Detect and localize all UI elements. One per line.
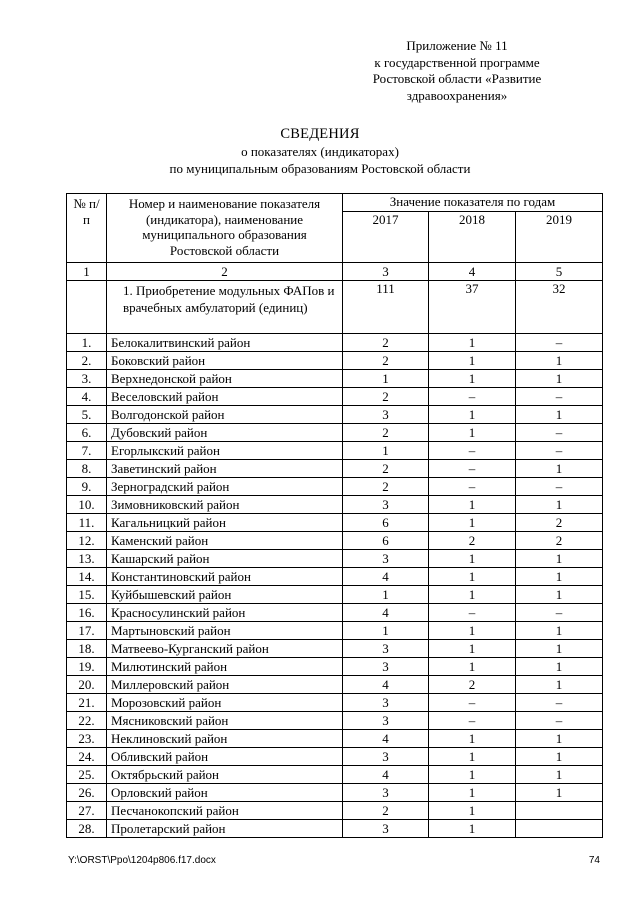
row-value-2018: – — [429, 712, 516, 730]
row-value-2018: – — [429, 604, 516, 622]
row-value-2018: – — [429, 388, 516, 406]
row-district-name: Егорлыкский район — [107, 442, 343, 460]
row-value-2017: 1 — [343, 370, 429, 388]
row-district-name: Кашарский район — [107, 550, 343, 568]
table-row — [67, 676, 603, 694]
row-district-name: Красносулинский район — [107, 604, 343, 622]
row-district-name: Обливский район — [107, 748, 343, 766]
column-number: 3 — [343, 263, 429, 281]
table-row — [67, 604, 603, 622]
row-value-2017: 3 — [343, 658, 429, 676]
column-number: 5 — [516, 263, 603, 281]
row-value-2017: 2 — [343, 334, 429, 352]
table-row — [67, 622, 603, 640]
row-number: 7. — [67, 442, 107, 460]
row-value-2019 — [516, 820, 603, 838]
appendix-line-3: Ростовской области «Развитие — [372, 71, 542, 86]
row-value-2018: 1 — [429, 730, 516, 748]
table-row — [67, 640, 603, 658]
table-row — [67, 478, 603, 496]
row-district-name: Белокалитвинский район — [107, 334, 343, 352]
row-district-name: Милютинский район — [107, 658, 343, 676]
footer-page-number: 74 — [588, 855, 600, 866]
row-value-2019: 1 — [516, 568, 603, 586]
row-number: 14. — [67, 568, 107, 586]
group-value-2019: 32 — [516, 281, 603, 334]
table-row — [67, 532, 603, 550]
row-value-2019: 1 — [516, 550, 603, 568]
row-number: 3. — [67, 370, 107, 388]
row-value-2017: 4 — [343, 568, 429, 586]
row-number: 22. — [67, 712, 107, 730]
row-value-2019: 1 — [516, 640, 603, 658]
row-value-2019: 1 — [516, 784, 603, 802]
group-name: 1. Приобретение модульных ФАПов и врачебных амбулаторий (единиц) — [107, 281, 343, 334]
row-value-2017: 3 — [343, 748, 429, 766]
row-district-name: Орловский район — [107, 784, 343, 802]
row-number: 25. — [67, 766, 107, 784]
row-district-name: Матвеево-Курганский район — [107, 640, 343, 658]
row-value-2017: 4 — [343, 676, 429, 694]
row-value-2018: – — [429, 478, 516, 496]
row-value-2019: – — [516, 334, 603, 352]
header-year-2017: 2017 — [343, 212, 429, 263]
row-value-2019: 1 — [516, 370, 603, 388]
table-row — [67, 442, 603, 460]
row-value-2019: 1 — [516, 748, 603, 766]
group-value-2017: 111 — [343, 281, 429, 334]
table-header-row — [67, 194, 603, 212]
row-number: 24. — [67, 748, 107, 766]
row-value-2017: 2 — [343, 352, 429, 370]
table-row — [67, 334, 603, 352]
row-value-2019: – — [516, 442, 603, 460]
table-row — [67, 568, 603, 586]
row-number: 10. — [67, 496, 107, 514]
appendix-block — [357, 38, 557, 104]
row-value-2019: 2 — [516, 514, 603, 532]
table-row — [67, 370, 603, 388]
row-value-2018: 1 — [429, 586, 516, 604]
row-value-2017: 3 — [343, 694, 429, 712]
row-value-2018: 1 — [429, 568, 516, 586]
row-district-name: Кагальницкий район — [107, 514, 343, 532]
column-number: 2 — [107, 263, 343, 281]
table-row — [67, 694, 603, 712]
row-value-2018: 2 — [429, 676, 516, 694]
row-value-2019: 1 — [516, 766, 603, 784]
row-value-2017: 2 — [343, 424, 429, 442]
document-subtitle-2: по муниципальным образованиям Ростовской области — [169, 161, 471, 176]
column-numbers-row — [67, 263, 603, 281]
row-value-2018: – — [429, 460, 516, 478]
row-value-2019: 1 — [516, 622, 603, 640]
row-number: 28. — [67, 820, 107, 838]
row-number: 13. — [67, 550, 107, 568]
row-district-name: Боковский район — [107, 352, 343, 370]
table-row — [67, 514, 603, 532]
table-row — [67, 424, 603, 442]
row-value-2018: 1 — [429, 424, 516, 442]
row-value-2017: 2 — [343, 388, 429, 406]
table-row — [67, 802, 603, 820]
row-district-name: Заветинский район — [107, 460, 343, 478]
header-year-2019: 2019 — [516, 212, 603, 263]
header-name: Номер и наименование показателя (индикатора), наименование муниципального образования Ростовской области — [107, 194, 343, 263]
header-num: № п/п — [67, 194, 107, 263]
row-value-2018: 1 — [429, 820, 516, 838]
row-value-2019: 2 — [516, 532, 603, 550]
row-value-2017: 1 — [343, 586, 429, 604]
row-number: 26. — [67, 784, 107, 802]
row-value-2019: 1 — [516, 658, 603, 676]
row-value-2017: 6 — [343, 514, 429, 532]
row-value-2018: 1 — [429, 640, 516, 658]
row-number: 23. — [67, 730, 107, 748]
row-value-2017: 3 — [343, 820, 429, 838]
row-district-name: Морозовский район — [107, 694, 343, 712]
row-district-name: Волгодонской район — [107, 406, 343, 424]
table-row — [67, 730, 603, 748]
row-value-2017: 3 — [343, 496, 429, 514]
row-value-2019: 1 — [516, 352, 603, 370]
appendix-line-4: здравоохранения» — [406, 87, 508, 103]
row-value-2017: 3 — [343, 406, 429, 424]
row-district-name: Константиновский район — [107, 568, 343, 586]
row-value-2018: – — [429, 442, 516, 460]
row-value-2019: 1 — [516, 730, 603, 748]
table-row — [67, 820, 603, 838]
row-district-name: Каменский район — [107, 532, 343, 550]
row-number: 12. — [67, 532, 107, 550]
row-district-name: Зимовниковский район — [107, 496, 343, 514]
row-number: 1. — [67, 334, 107, 352]
row-number: 8. — [67, 460, 107, 478]
row-district-name: Октябрьский район — [107, 766, 343, 784]
row-district-name: Пролетарский район — [107, 820, 343, 838]
row-value-2019: – — [516, 424, 603, 442]
row-district-name: Песчанокопский район — [107, 802, 343, 820]
row-number: 4. — [67, 388, 107, 406]
row-value-2018: 1 — [429, 352, 516, 370]
row-number: 20. — [67, 676, 107, 694]
table-row — [67, 586, 603, 604]
row-number: 17. — [67, 622, 107, 640]
row-number: 2. — [67, 352, 107, 370]
row-district-name: Неклиновский район — [107, 730, 343, 748]
row-value-2019: 1 — [516, 496, 603, 514]
row-value-2019: – — [516, 388, 603, 406]
row-value-2019: – — [516, 604, 603, 622]
footer-file-path: Y:\ORST\Ppo\1204p806.f17.docx — [68, 855, 216, 866]
row-value-2019: 1 — [516, 676, 603, 694]
row-district-name: Верхнедонской район — [107, 370, 343, 388]
row-value-2018: 1 — [429, 784, 516, 802]
table-row — [67, 712, 603, 730]
row-value-2018: 1 — [429, 496, 516, 514]
table-row — [67, 496, 603, 514]
row-number: 19. — [67, 658, 107, 676]
row-value-2017: 4 — [343, 730, 429, 748]
table-row — [67, 784, 603, 802]
row-district-name: Миллеровский район — [107, 676, 343, 694]
row-value-2017: 3 — [343, 784, 429, 802]
row-value-2019: 1 — [516, 406, 603, 424]
row-district-name: Зерноградский район — [107, 478, 343, 496]
row-number: 9. — [67, 478, 107, 496]
table-row — [67, 748, 603, 766]
indicators-table — [66, 193, 603, 838]
row-value-2017: 2 — [343, 802, 429, 820]
row-number: 5. — [67, 406, 107, 424]
row-value-2018: 1 — [429, 766, 516, 784]
row-number: 16. — [67, 604, 107, 622]
column-number: 1 — [67, 263, 107, 281]
table-row — [67, 550, 603, 568]
row-value-2017: 6 — [343, 532, 429, 550]
row-value-2019: 1 — [516, 460, 603, 478]
row-value-2018: 1 — [429, 622, 516, 640]
column-number: 4 — [429, 263, 516, 281]
row-value-2018: 1 — [429, 406, 516, 424]
appendix-line-1: Приложение № 11 — [406, 38, 508, 53]
row-value-2018: 1 — [429, 370, 516, 388]
table-row — [67, 766, 603, 784]
row-number: 11. — [67, 514, 107, 532]
row-value-2017: 1 — [343, 622, 429, 640]
row-number: 18. — [67, 640, 107, 658]
row-value-2017: 2 — [343, 478, 429, 496]
row-value-2019: 1 — [516, 586, 603, 604]
row-value-2018: 1 — [429, 748, 516, 766]
header-values: Значение показателя по годам — [343, 194, 603, 212]
row-number: 27. — [67, 802, 107, 820]
row-value-2019: – — [516, 712, 603, 730]
row-value-2018: – — [429, 694, 516, 712]
table-row — [67, 658, 603, 676]
row-number: 15. — [67, 586, 107, 604]
row-value-2018: 1 — [429, 658, 516, 676]
row-value-2018: 1 — [429, 550, 516, 568]
row-district-name: Дубовский район — [107, 424, 343, 442]
row-number: 6. — [67, 424, 107, 442]
row-value-2017: 1 — [343, 442, 429, 460]
row-value-2017: 3 — [343, 640, 429, 658]
row-value-2018: 1 — [429, 514, 516, 532]
indicator-group-row — [67, 281, 603, 334]
row-value-2019: – — [516, 478, 603, 496]
row-value-2017: 3 — [343, 550, 429, 568]
row-value-2017: 2 — [343, 460, 429, 478]
row-number: 21. — [67, 694, 107, 712]
row-value-2017: 3 — [343, 712, 429, 730]
row-value-2018: 2 — [429, 532, 516, 550]
table-row — [67, 406, 603, 424]
row-district-name: Веселовский район — [107, 388, 343, 406]
row-district-name: Мясниковский район — [107, 712, 343, 730]
row-value-2017: 4 — [343, 604, 429, 622]
row-district-name: Мартыновский район — [107, 622, 343, 640]
row-value-2017: 4 — [343, 766, 429, 784]
group-num — [67, 281, 107, 334]
document-subtitle-1: о показателях (индикаторах) — [241, 144, 399, 159]
group-value-2018: 37 — [429, 281, 516, 334]
document-title: СВЕДЕНИЯ — [280, 126, 360, 142]
appendix-line-2: к государственной программе — [374, 54, 540, 70]
row-value-2018: 1 — [429, 802, 516, 820]
table-row — [67, 352, 603, 370]
table-row — [67, 460, 603, 478]
table-row — [67, 388, 603, 406]
row-value-2018: 1 — [429, 334, 516, 352]
row-value-2019 — [516, 802, 603, 820]
header-year-2018: 2018 — [429, 212, 516, 263]
row-value-2019: – — [516, 694, 603, 712]
row-district-name: Куйбышевский район — [107, 586, 343, 604]
